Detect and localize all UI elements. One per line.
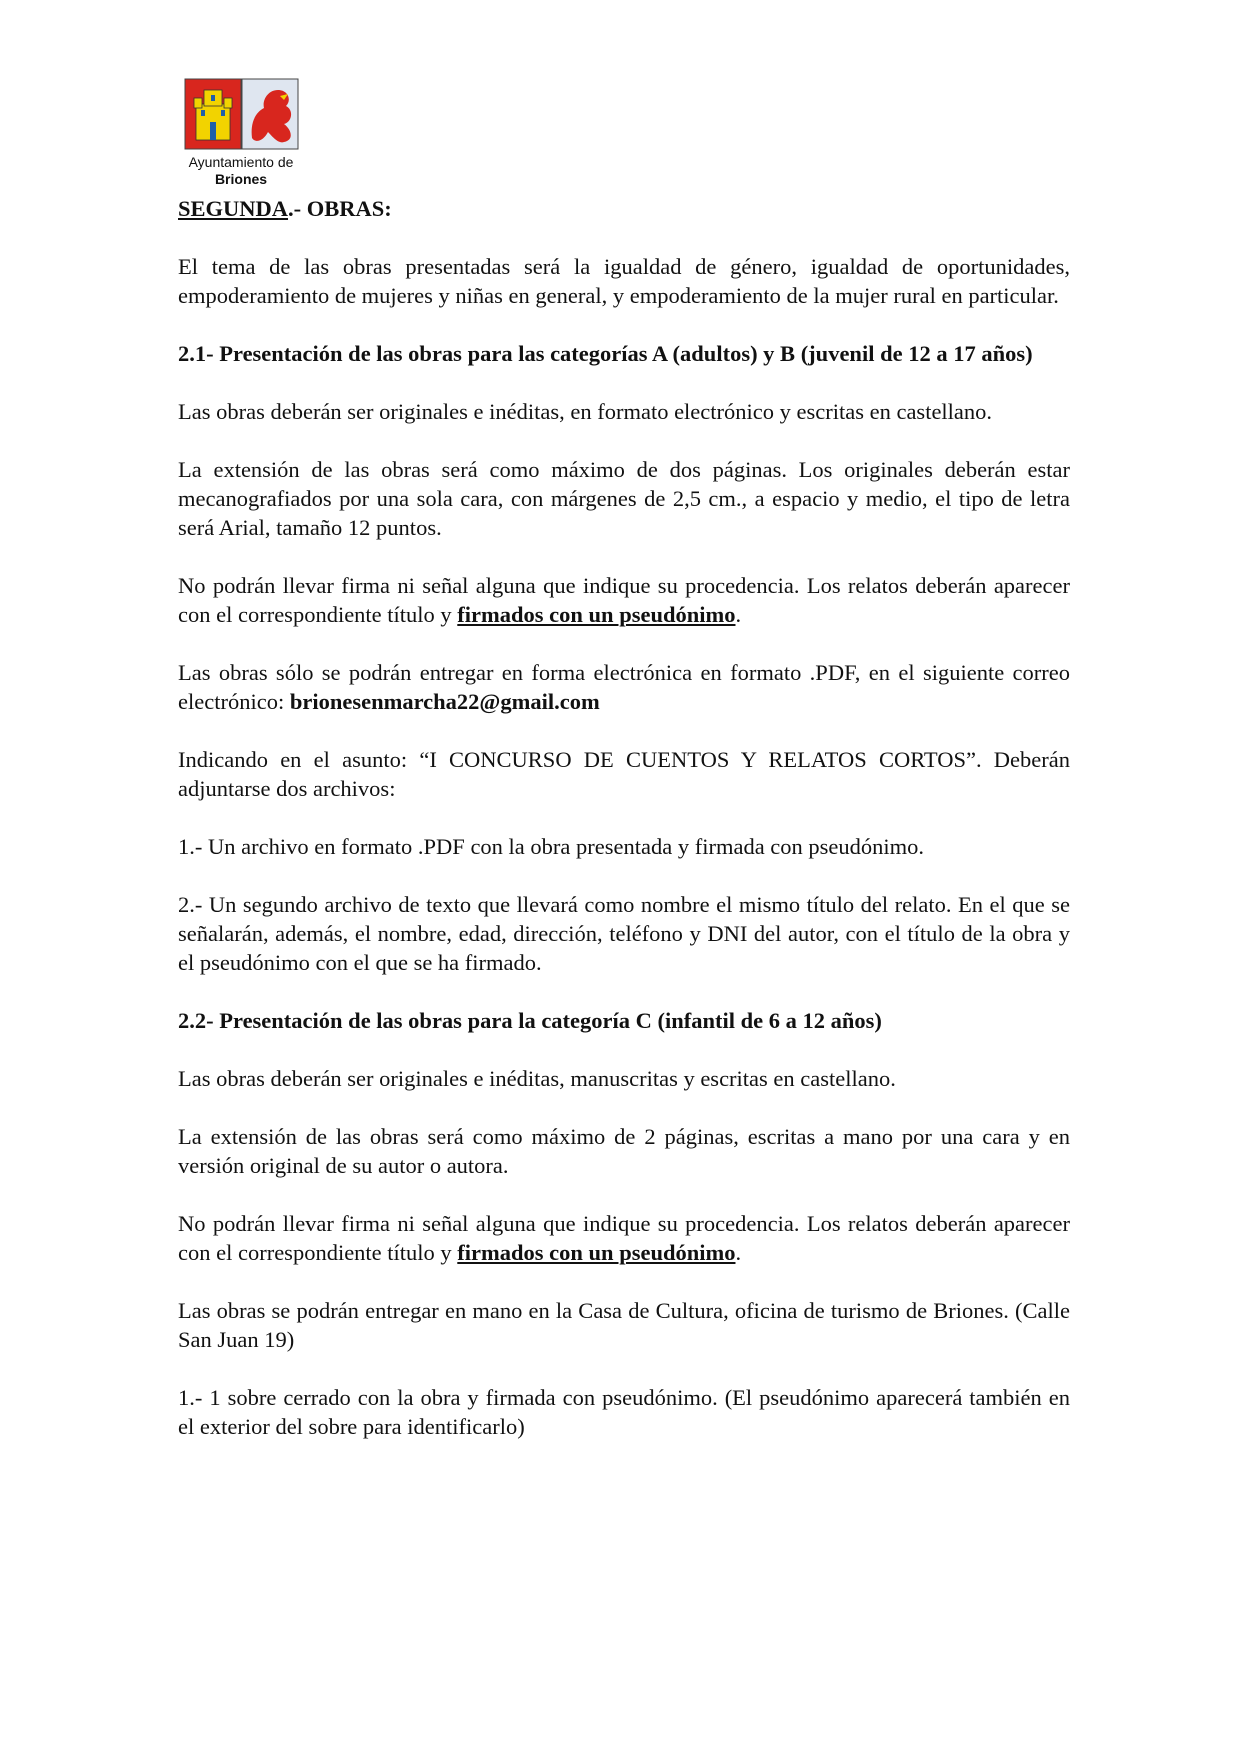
s1-paragraph-4 — [178, 658, 1070, 716]
s1-p3-start: No podrán llevar firma ni señal alguna que indique su procedencia. Los relatos deberán aparecer con el correspondiente título y — [178, 573, 1070, 627]
s1-paragraph-7: 2.- Un segundo archivo de texto que llevará como nombre el mismo título del relato. En el que se señalarán, además, el nombre, edad, dirección, teléfono y DNI del autor, con el título de la obra y el pseudónimo con el que se ha firmado. — [178, 892, 1070, 975]
heading-rest: .- OBRAS: — [288, 196, 392, 221]
s1-paragraph-6: 1.- Un archivo en formato .PDF con la obra presentada y firmada con pseudónimo. — [178, 834, 925, 859]
section-heading — [178, 194, 1070, 223]
logo-caption — [176, 154, 306, 188]
contact-email: brionesenmarcha22@gmail.com — [289, 689, 600, 714]
s1-paragraph-1: Las obras deberán ser originales e inéditas, en formato electrónico y escritas en castellano. — [178, 399, 993, 424]
s2-paragraph-2: La extensión de las obras será como máximo de 2 páginas, escritas a mano por una cara y en versión original de su autor o autora. — [178, 1124, 1070, 1178]
intro-paragraph: El tema de las obras presentadas será la igualdad de género, igualdad de oportunidades, empoderamiento de mujeres y niñas en general, y empoderamiento de la mujer rural en particular. — [178, 254, 1070, 308]
municipal-logo — [176, 78, 306, 190]
s2-p3-end: . — [735, 1240, 742, 1265]
s2-paragraph-4: Las obras se podrán entregar en mano en la Casa de Cultura, oficina de turismo de Briones. (Calle San Juan 19) — [178, 1298, 1070, 1352]
s1-p3-emphasis: firmados con un pseudónimo — [457, 602, 736, 627]
section-2-1-title: 2.1- Presentación de las obras para las categorías A (adultos) y B (juvenil de 12 a 17 años) — [178, 341, 1033, 366]
coat-of-arms-icon — [184, 78, 300, 150]
heading-underlined: SEGUNDA — [178, 196, 289, 221]
s1-p4-start: Las obras sólo se podrán entregar en forma electrónica en formato .PDF, en el siguiente correo electrónico: — [178, 660, 1070, 714]
s2-p3-start: No podrán llevar firma ni señal alguna que indique su procedencia. Los relatos deberán aparecer con el correspondiente título y — [178, 1211, 1070, 1265]
s1-paragraph-5: Indicando en el asunto: “I CONCURSO DE CUENTOS Y RELATOS CORTOS”. Deberán adjuntarse dos archivos: — [178, 747, 1070, 801]
logo-line-2: Briones — [214, 171, 268, 187]
s2-p3-emphasis: firmados con un pseudónimo — [457, 1240, 736, 1265]
s1-paragraph-3 — [178, 571, 1070, 629]
s2-paragraph-5: 1.- 1 sobre cerrado con la obra y firmada con pseudónimo. (El pseudónimo aparecerá también en el exterior del sobre para identificarlo) — [178, 1385, 1070, 1439]
section-2-2-title: 2.2- Presentación de las obras para la categoría C (infantil de 6 a 12 años) — [178, 1008, 882, 1033]
s1-p3-end: . — [735, 602, 742, 627]
logo-line-1: Ayuntamiento de — [188, 154, 294, 170]
document-body — [178, 194, 1070, 1470]
s2-paragraph-1: Las obras deberán ser originales e inéditas, manuscritas y escritas en castellano. — [178, 1066, 896, 1091]
s2-paragraph-3 — [178, 1209, 1070, 1267]
s1-paragraph-2: La extensión de las obras será como máximo de dos páginas. Los originales deberán estar mecanografiados por una sola cara, con márgenes de 2,5 cm., a espacio y medio, el tipo de letra será Arial, tamaño 12 puntos. — [178, 457, 1070, 540]
